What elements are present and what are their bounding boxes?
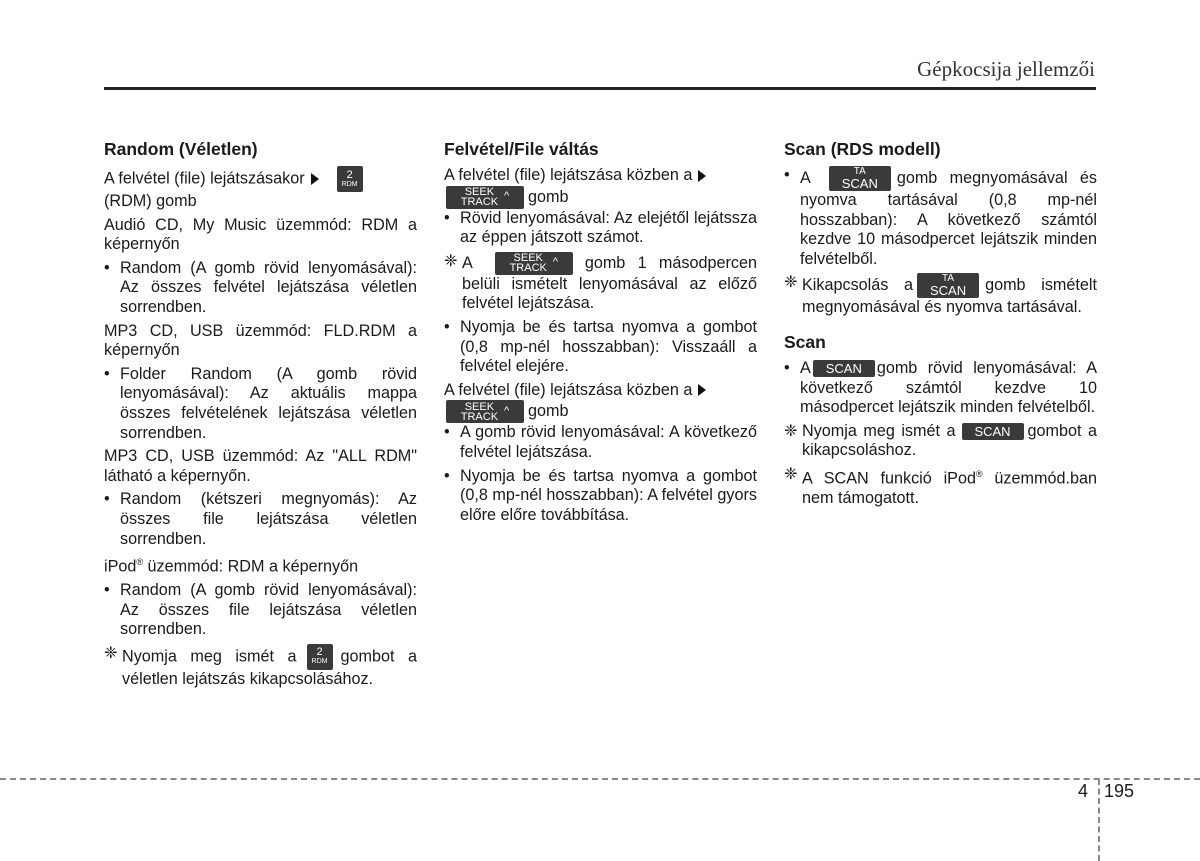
bullet-next-track: • A gomb rövid lenyomásával: A következő felvétel lejátszása. [444,423,757,462]
registered-mark: ® [136,557,144,568]
ta-scan-button-icon [917,273,979,298]
paragraph-audio-cd: Audió CD, My Music üzemmód: RDM a képernyőn [104,215,417,254]
chevron-up-icon: ^ [504,190,510,203]
note-random-off [104,644,417,690]
bullet-text: A [800,168,811,187]
rdm-number: 2 [316,646,323,659]
ipod-text-cont: üzemmód: RDM a képernyőn [143,557,359,576]
note-text: A SCAN funkció iPod [802,469,976,488]
note-mark-icon: ❈ [104,643,118,662]
note-text-cont: gomb ismételt megnyomásával és nyomva tartásával. [802,276,1097,317]
note-text-cont: üzemmód.ban nem támogatott. [802,469,1098,507]
note-text-cont: gombot a véletlen lejátszás kikapcsolásához. [122,647,418,688]
rdm-button-icon [337,166,363,192]
footer-dashed-divider [1098,779,1100,861]
footer-dashed-rule [0,778,1200,780]
intro-text: A felvétel (file) lejátszása közben a [444,166,693,184]
header-rule [104,87,1096,90]
chevron-up-icon: ^ [504,405,510,418]
note-scan-again [784,422,1097,461]
note-mark-icon: ❈ [444,251,458,270]
scan-label: SCAN [930,283,967,299]
registered-mark: ® [975,468,983,479]
scan-button-icon: SCAN [962,423,1024,440]
note-scan-off [784,273,1097,318]
bullet-scan-rds [784,166,1097,269]
section-heading-scan-rds: Scan (RDS modell) [784,139,941,159]
bullet-random-twice: • Random (kétszeri megnyomás): Az összes file lejátszása véletlen sorrendben. [104,490,417,549]
seek-track-button-icon [446,186,524,209]
play-arrow-icon [311,173,319,185]
note-scan-ipod [784,465,1097,509]
column-track-change [444,139,757,525]
section-heading-scan: Scan [784,331,826,352]
play-arrow-icon [698,384,706,396]
seek-label: SEEK [513,252,543,265]
paragraph-mp3-fld: MP3 CD, USB üzemmód: FLD.RDM a képernyőn [104,321,417,360]
rdm-label: RDM [341,180,358,188]
ipod-text: iPod [104,557,137,576]
ta-scan-button-icon [829,166,891,191]
column-scan [784,139,1097,509]
bullet-random: • Random (A gomb rövid lenyomásával): Az összes felvétel lejátszása véletlen sorrendben. [104,259,417,318]
intro-text: A felvétel (file) lejátszásakor [104,169,305,188]
paragraph-track-intro-1 [444,166,757,209]
paragraph-mp3-all: MP3 CD, USB üzemmód: Az "ALL RDM" látható a képernyőn. [104,447,417,485]
ta-label: TA [853,166,866,177]
scan-button-icon: SCAN [813,360,875,377]
bullet-scan [784,359,1097,418]
rdm-number: 2 [346,168,353,181]
running-header-title: Gépkocsija jellemzői [917,57,1095,81]
intro-text-cont: gomb [528,402,569,421]
track-label: TRACK [460,410,499,423]
note-text: Nyomja meg ismét a [802,421,956,440]
seek-track-button-icon [446,400,524,423]
note-text-cont: gomb 1 másodpercen belüli ismételt lenyomásával az előző felvétel lejátszása. [462,253,757,313]
track-label: TRACK [460,196,499,209]
paragraph-random-intro [104,166,417,212]
bullet-short-press: • Rövid lenyomásával: Az elejétől lejátssza az éppen játszott számot. [444,209,757,248]
note-text: Kikapcsolás a [802,276,914,295]
seek-label: SEEK [464,400,495,413]
section-heading-random: Random (Véletlen) [104,139,258,159]
bullet-text: A [800,358,811,377]
note-text: A [462,253,473,272]
ta-label: TA [942,273,955,285]
paragraph-ipod [104,553,417,577]
paragraph-track-intro-2 [444,381,757,424]
chapter-number: 4 [1078,781,1089,801]
intro-text-cont: (RDM) gomb [104,192,197,210]
track-label: TRACK [509,262,547,275]
bullet-fast-forward: • Nyomja be és tartsa nyomva a gombot (0,8 mp-nél hosszabban): A felvétel gyors előre előre továbbítása. [444,467,757,526]
intro-text-cont: gomb [528,187,569,206]
bullet-random-ipod: • Random (A gomb rövid lenyomásával): Az összes file lejátszása véletlen sorrendben. [104,581,417,640]
seek-label: SEEK [464,186,495,199]
bullet-text-cont: gomb rövid lenyomásával: A következő számtól kezdve 10 másodpercet lejátszik minden felvételből. [800,358,1097,417]
chevron-up-icon: ^ [552,256,559,269]
note-text: Nyomja meg ismét a [122,647,297,666]
rdm-label: RDM [311,658,328,666]
intro-text: A felvétel (file) lejátszása közben a [444,380,693,399]
bullet-folder-random: • Folder Random (A gomb rövid lenyomásával): Az aktuális mappa összes felvételének lejátszása véletlen sorrendben. [104,365,417,443]
note-mark-icon: ❈ [784,464,798,483]
bullet-hold-restart: • Nyomja be és tartsa nyomva a gombot (0,8 mp-nél hosszabban): Visszaáll a felvétel elejére. [444,318,757,377]
note-mark-icon: ❈ [784,421,798,440]
page-number: 195 [1104,781,1135,801]
section-heading-track: Felvétel/File váltás [444,139,599,159]
note-previous-track [444,252,757,314]
scan-label: SCAN [841,176,878,191]
column-random [104,139,417,689]
seek-track-button-icon [495,252,573,275]
rdm-button-icon [307,644,333,670]
bullet-text-cont: gomb megnyomásával és nyomva tartásával (0,8 mp-nél hosszabban): A következő számtól kezdve 10 másodpercet lejátszik minden felvételből. [800,168,1097,268]
note-text-cont: gombot a kikapcsoláshoz. [802,421,1098,460]
play-arrow-icon [698,170,706,182]
note-mark-icon: ❈ [784,273,798,292]
